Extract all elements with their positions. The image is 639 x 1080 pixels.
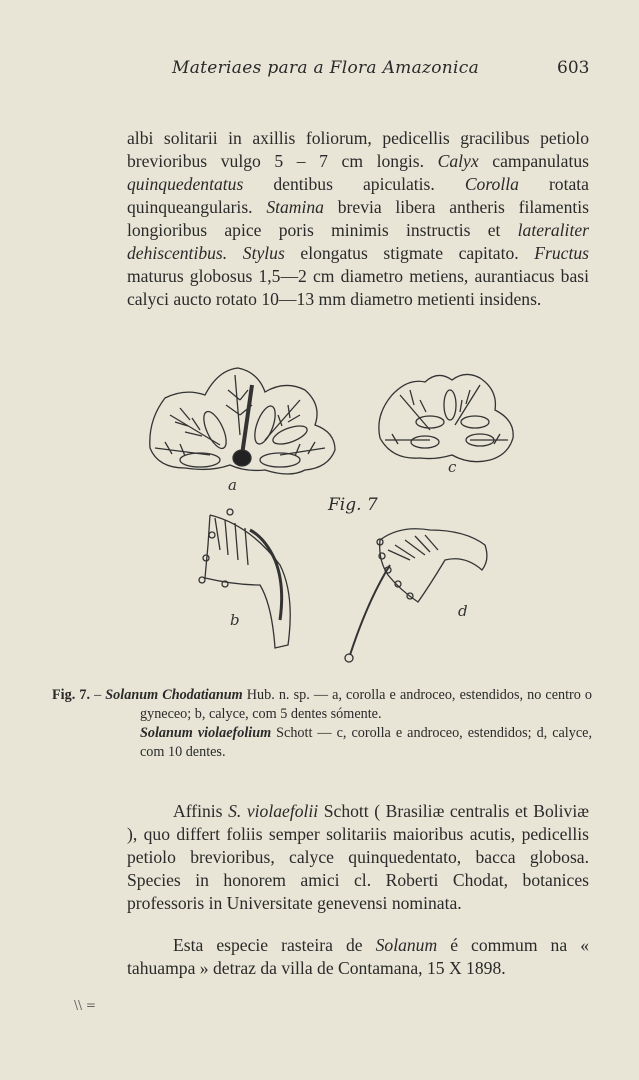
text-run: rotata quinqueangularis. — [127, 174, 589, 217]
corolla-a-drawing — [150, 368, 335, 474]
figure-caption — [52, 686, 592, 762]
botanical-figure — [130, 360, 530, 680]
text-run: elongatus stigmate capitato. — [284, 243, 535, 263]
calyx-b-drawing — [199, 509, 290, 648]
term-stylus: Stylus — [242, 243, 285, 263]
term-stamina: Stamina — [266, 197, 324, 217]
paragraph-locality — [127, 934, 589, 980]
figure-letter-a: a — [228, 476, 237, 494]
text-run: campanulatus — [478, 151, 589, 171]
term-lateraliter: lateraliter dehiscentibus. — [127, 220, 589, 263]
text-run: brevia libera antheris filamentis longioribus apice poris minimis instructis et — [127, 197, 590, 240]
figure-letter-c: c — [448, 458, 457, 476]
caption-species-1-text: Hub. n. sp. — a, corolla e androceo, estendidos, no centro o gyneceo; b, calyce, com 5 dentes sómente. — [140, 687, 593, 722]
term-fructus: Fructus — [534, 243, 589, 263]
text-run: albi solitarii in axillis foliorum, pedicellis gracilibus petiolo brevioribus vulgo 5 – 7 cm longis. — [127, 128, 589, 171]
text-run: maturus globosus 1,5—2 cm diametro metiens, aurantiacus basi calyci aucto rotato 10—13 mm diametro metienti insidens. — [127, 266, 589, 309]
corolla-c-drawing — [379, 374, 513, 461]
margin-mark: \\ = — [74, 998, 96, 1012]
text-run: Schott ( Brasiliæ centralis et Boliviæ ), quo differt foliis semper solitariis maioribus acutis, pedicellis petiolo brevioribus, calyce quinquedentato, bacca globosa. Species in honorem amici cl. Roberti Chodat, botanices professoris in Universitate genevensi nominata. — [127, 801, 589, 913]
page-number: 603 — [557, 58, 590, 78]
term-calyx: Calyx — [437, 151, 479, 171]
running-header-title: Materiaes para a Flora Amazonica — [172, 58, 480, 78]
term-solanum: Solanum — [375, 935, 438, 955]
figure-illustration — [130, 360, 530, 680]
caption-species-2: Solanum violaefolium — [140, 725, 272, 741]
caption-species-1: Solanum Chodatianum — [105, 687, 243, 703]
term-s-violaefolii: S. violaefolii — [228, 801, 319, 821]
caption-dash: – — [90, 687, 106, 703]
caption-entry-2 — [52, 724, 592, 762]
figure-label: Fig. 7 — [328, 495, 378, 515]
text-run: Esta especie rasteira de — [173, 935, 376, 955]
text-run: dentibus apiculatis. — [243, 174, 465, 194]
text-run: é commum na « tahuampa » detraz da villa de Contamana, 15 X 1898. — [127, 935, 589, 978]
caption-entry-1 — [52, 686, 592, 724]
text-run — [227, 243, 243, 263]
text-run: Affinis — [173, 801, 229, 821]
term-quinquedentatus: quinquedentatus — [127, 174, 244, 194]
caption-species-2-text: Schott — c, corolla e androceo, estendidos; d, calyce, com 10 dentes. — [140, 725, 592, 760]
figure-letter-b: b — [230, 611, 240, 629]
figure-letter-d: d — [458, 602, 468, 620]
paragraph-affinis — [127, 800, 589, 915]
calyx-d-drawing — [345, 529, 487, 662]
term-corolla: Corolla — [464, 174, 519, 194]
paragraph-description — [127, 127, 589, 311]
caption-figure-ref: Fig. 7. — [52, 687, 90, 703]
